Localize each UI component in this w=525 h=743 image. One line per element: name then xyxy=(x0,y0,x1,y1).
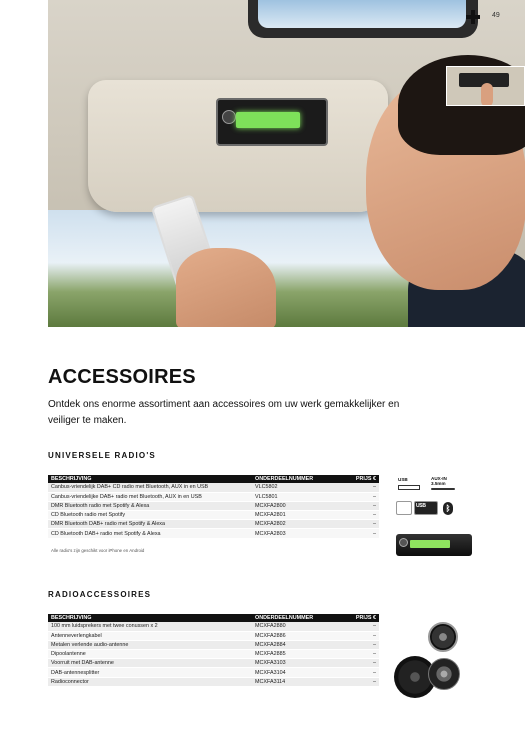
row-description: Dipoolantenne xyxy=(48,650,252,659)
inset-finger xyxy=(481,83,493,106)
section-heading-accessories: RADIOACCESSOIRES xyxy=(48,590,152,599)
radio-screen xyxy=(236,112,300,128)
aux-label-line2: 3.5mm xyxy=(431,481,446,486)
table-row xyxy=(48,520,379,529)
row-price: – xyxy=(337,520,379,529)
speaker-front-image xyxy=(428,658,460,690)
row-price: – xyxy=(337,631,379,640)
row-part-number: MCXFA2884 xyxy=(252,640,337,649)
row-price: – xyxy=(337,640,379,649)
inset-photo xyxy=(446,66,525,106)
row-part-number: MCXFA3103 xyxy=(252,659,337,668)
row-price: – xyxy=(337,483,379,492)
page-number: 49 xyxy=(492,12,500,19)
row-description: DMR Bluetooth radio met Spotify & Alexa xyxy=(48,501,252,510)
row-description: DAB-antennesplitter xyxy=(48,668,252,677)
row-description: Canbus-vriendelijke DAB+ radio met Bluetooth, AUX in en USB xyxy=(48,492,252,501)
sunroof-glass xyxy=(258,0,466,28)
plus-icon xyxy=(466,10,480,24)
row-part-number: MCXFA2880 xyxy=(252,622,337,631)
table-row xyxy=(48,677,379,686)
table-row xyxy=(48,659,379,668)
radios-footnote: Alle radio's zijn geschikt voor iPhone en Android xyxy=(51,548,145,553)
table-row xyxy=(48,492,379,501)
table-row xyxy=(48,483,379,492)
column-header-description: BESCHRIJVING xyxy=(48,614,252,622)
table-row xyxy=(48,529,379,538)
row-description: Radioconnector xyxy=(48,677,252,686)
table-row xyxy=(48,501,379,510)
row-price: – xyxy=(337,529,379,538)
table-header-row xyxy=(48,614,379,622)
row-description: CD Bluetooth DAB+ radio met Spotify & Alexa xyxy=(48,529,252,538)
row-price: – xyxy=(337,492,379,501)
radio-product-knob xyxy=(399,538,408,547)
row-price: – xyxy=(337,501,379,510)
row-part-number: VLC5801 xyxy=(252,492,337,501)
row-description: Voorruit met DAB-antenne xyxy=(48,659,252,668)
row-price: – xyxy=(337,677,379,686)
column-header-price: PRIJS € xyxy=(337,614,379,622)
aux-label-line1: AUX-IN xyxy=(431,476,447,481)
hand xyxy=(176,248,276,327)
table-row xyxy=(48,640,379,649)
table-row xyxy=(48,650,379,659)
column-header-part-number: ONDERDEELNUMMER xyxy=(252,475,337,483)
row-price: – xyxy=(337,511,379,520)
disc-usb-label: USB xyxy=(416,503,426,509)
row-description: DMR Bluetooth DAB+ radio met Spotify & Alexa xyxy=(48,520,252,529)
accessories-table xyxy=(48,614,379,687)
column-header-description: BESCHRIJVING xyxy=(48,475,252,483)
radios-table xyxy=(48,475,379,539)
row-part-number: MCXFA2885 xyxy=(252,650,337,659)
table-row xyxy=(48,631,379,640)
usb-plug-icon xyxy=(398,485,420,490)
row-description: CD Bluetooth radio met Spotify xyxy=(48,511,252,520)
bluetooth-icon: ᛒ xyxy=(443,502,453,515)
aux-plug-icon xyxy=(431,488,455,490)
intro-text: Ontdek ons enorme assortiment aan accessoires om uw werk gemakkelijker en veiliger te maken. xyxy=(48,399,400,426)
table-row xyxy=(48,511,379,520)
aux-label xyxy=(431,476,447,486)
radio-knob xyxy=(222,110,236,124)
row-part-number: VLC5802 xyxy=(252,483,337,492)
row-description: Antenneverlengkabel xyxy=(48,631,252,640)
radio-product-screen xyxy=(410,540,450,548)
usb-label: USB xyxy=(398,477,408,482)
column-header-price: PRIJS € xyxy=(337,475,379,483)
row-part-number: MCXFA3104 xyxy=(252,668,337,677)
page-title: ACCESSOIRES xyxy=(48,366,196,388)
row-part-number: MCXFA2801 xyxy=(252,511,337,520)
smartphone-icon xyxy=(396,501,412,515)
table-row xyxy=(48,668,379,677)
column-header-part-number: ONDERDEELNUMMER xyxy=(252,614,337,622)
row-part-number: MCXFA3114 xyxy=(252,677,337,686)
row-part-number: MCXFA2803 xyxy=(252,529,337,538)
row-description: Metalen verlende audio-antenne xyxy=(48,640,252,649)
row-price: – xyxy=(337,650,379,659)
row-part-number: MCXFA2802 xyxy=(252,520,337,529)
table-row xyxy=(48,622,379,631)
row-part-number: MCXFA2886 xyxy=(252,631,337,640)
row-part-number: MCXFA2800 xyxy=(252,501,337,510)
overhead-radio xyxy=(216,98,328,146)
row-description: 100 mm luidsprekers met twee conussen x 2 xyxy=(48,622,252,631)
row-price: – xyxy=(337,622,379,631)
speaker-small-image xyxy=(428,622,458,652)
hero-photo xyxy=(48,0,525,327)
section-heading-radios: UNIVERSELE RADIO'S xyxy=(48,451,156,460)
row-price: – xyxy=(337,659,379,668)
row-price: – xyxy=(337,668,379,677)
table-header-row xyxy=(48,475,379,483)
row-description: Canbus-vriendelijk DAB+ CD radio met Bluetooth, AUX in en USB xyxy=(48,483,252,492)
